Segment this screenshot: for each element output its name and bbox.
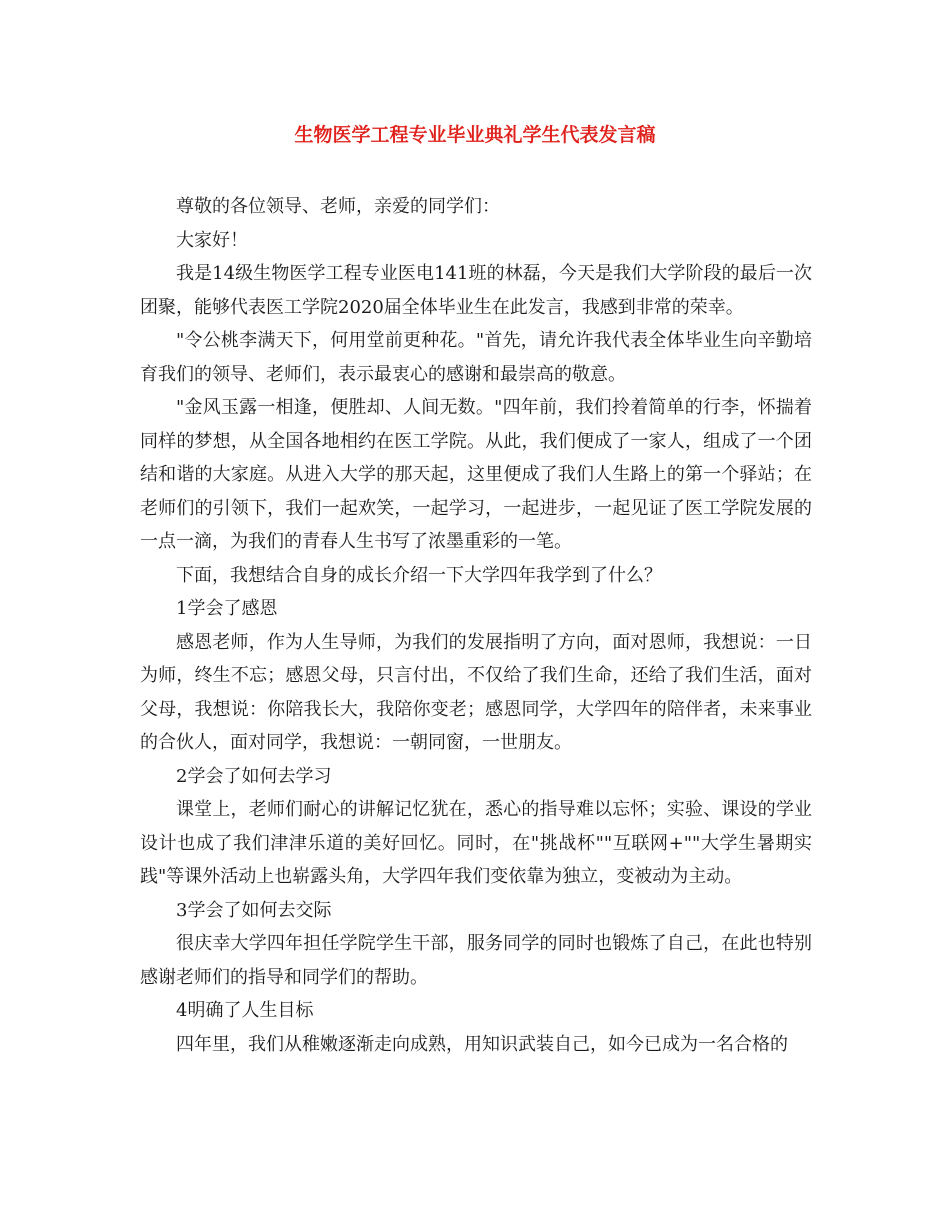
document-body [140,190,812,1061]
paragraph-salutation: 尊敬的各位领导、老师，亲爱的同学们： [176,196,500,217]
paragraph-gratitude: 感恩老师，作为人生导师，为我们的发展指明了方向，面对恩师，我想说：一日为师，终生不忘；感恩父母，只言付出，不仅给了我们生命，还给了我们生活，面对父母，我想说：你陪我长大，我陪你变老；感恩同学，大学四年的陪伴者，未来事业的合伙人，面对同学，我想说：一朝同窗，一世朋友。 [140,631,812,753]
paragraph-learning: 课堂上，老师们耐心的讲解记忆犹在，悉心的指导难以忘怀；实验、课设的学业设计也成了我们津津乐道的美好回忆。同时，在"挑战杯""互联网+""大学生暑期实践"等课外活动上也崭露头角，大学四年我们变依靠为独立，变被动为主动。 [140,799,812,887]
paragraph-thanks: "令公桃李满天下，何用堂前更种花。"首先，请允许我代表全体毕业生向辛勤培育我们的领导、老师们，表示最衷心的感谢和最崇高的敬意。 [140,330,812,385]
paragraph-social: 很庆幸大学四年担任学院学生干部，服务同学的同时也锻炼了自己，在此也特别感谢老师们的指导和同学们的帮助。 [140,933,812,988]
paragraph-goals: 四年里，我们从稚嫩逐渐走向成熟，用知识武装自己，如今已成为一名合格的 [176,1033,788,1055]
paragraph-greeting: 大家好！ [176,229,248,251]
section-heading-social: 3学会了如何去交际 [176,899,332,921]
section-heading-gratitude: 1学会了感恩 [176,598,278,619]
section-heading-goals: 4明确了人生目标 [176,1000,314,1021]
paragraph-transition: 下面，我想结合自身的成长介绍一下大学四年我学到了什么？ [176,564,662,586]
paragraph-introduction: 我是14级生物医学工程专业医电141班的林磊，今天是我们大学阶段的最后一次团聚，能够代表医工学院2020届全体毕业生在此发言，我感到非常的荣幸。 [140,263,812,318]
section-heading-learning: 2学会了如何去学习 [176,765,332,787]
paragraph-memories: "金风玉露一相逢，便胜却、人间无数。"四年前，我们拎着简单的行李，怀揣着同样的梦想，从全国各地相约在医工学院。从此，我们便成了一家人，组成了一个团结和谐的大家庭。从进入大学的那天起，这里便成了我们人生路上的第一个驿站；在老师们的引领下，我们一起欢笑，一起学习，一起进步，一起见证了医工学院发展的一点一滴，为我们的青春人生书写了浓墨重彩的一笔。 [140,397,812,552]
document-title: 生物医学工程专业毕业典礼学生代表发言稿 [294,124,656,146]
